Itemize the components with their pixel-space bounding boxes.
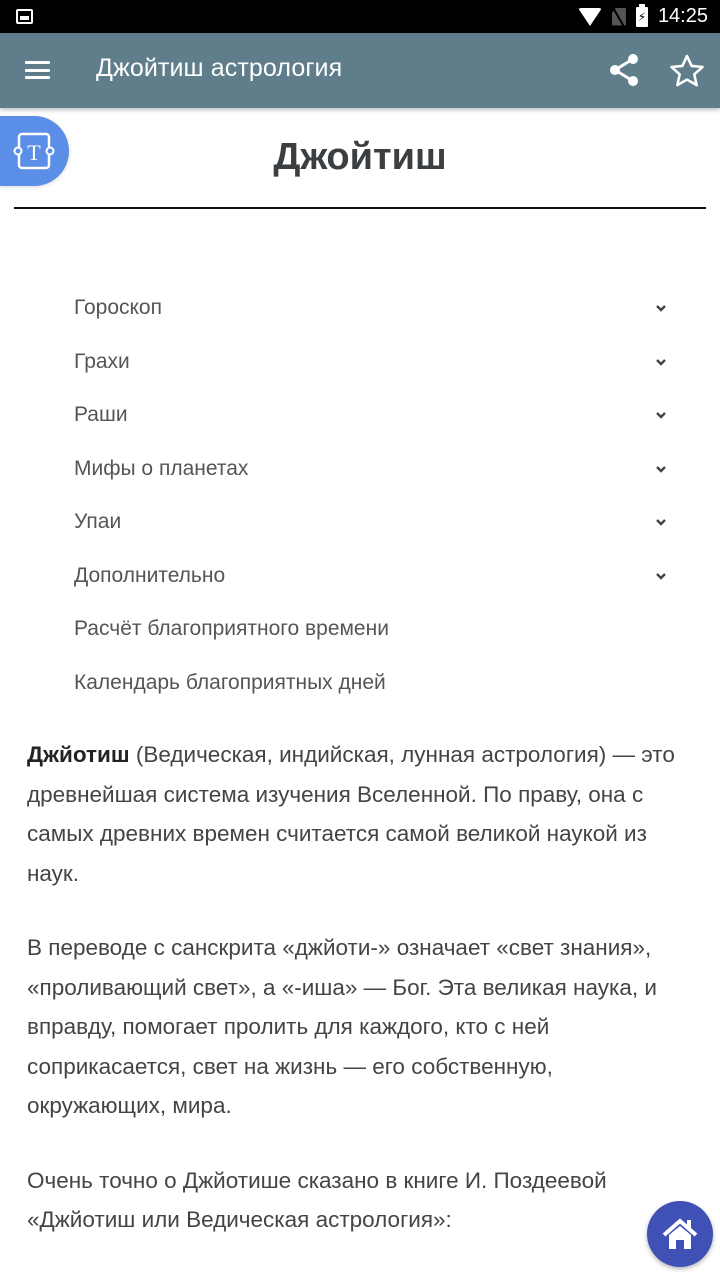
menu-item-label: Мифы о планетах: [74, 456, 249, 480]
article-body: [27, 735, 697, 1275]
svg-text:T: T: [27, 140, 41, 165]
menu-item-grahi[interactable]: [74, 336, 674, 390]
menu-item-label: Упаи: [74, 510, 122, 533]
menu-item-auspicious-calendar[interactable]: [74, 657, 674, 711]
battery-charging-icon: [636, 7, 648, 27]
article-paragraph-3: Очень точно о Джйотише сказано в книге И. Поздеевой «Джйотиш или Ведическая астрология»:: [27, 1167, 607, 1232]
menu-item-upai[interactable]: [74, 496, 674, 550]
no-sim-icon: [612, 8, 626, 26]
menu-item-planet-myths[interactable]: [74, 443, 674, 497]
home-icon: [660, 1214, 700, 1254]
menu-item-horoscope[interactable]: [74, 282, 674, 336]
hamburger-menu-icon[interactable]: [25, 61, 50, 79]
category-menu: [74, 282, 674, 710]
app-title: Джойтиш астрология: [96, 54, 343, 82]
menu-item-label: Гороскоп: [74, 296, 162, 319]
image-notification-icon: [16, 9, 33, 24]
article-paragraph-1: [27, 735, 697, 893]
chevron-down-icon: [656, 357, 666, 367]
article-text: (Ведическая, индийская, лунная астрология) — это древнейшая система изучения Вселенной. По праву, она с самых древних времен считается самой великой наукой из наук.: [27, 742, 675, 886]
chevron-down-icon: [656, 410, 666, 420]
home-button[interactable]: [647, 1201, 713, 1267]
star-outline-icon[interactable]: [668, 52, 706, 90]
article-term: Джйотиш: [27, 742, 130, 767]
wifi-icon: [578, 8, 602, 26]
title-divider: [14, 207, 706, 209]
chevron-down-icon: [656, 517, 666, 527]
menu-item-rashi[interactable]: [74, 389, 674, 443]
status-icons: [578, 0, 708, 33]
chevron-down-icon: [656, 571, 666, 581]
menu-item-label: Календарь благоприятных дней: [74, 670, 386, 694]
share-icon[interactable]: [606, 52, 642, 88]
menu-item-auspicious-time[interactable]: [74, 603, 674, 657]
menu-item-additional[interactable]: [74, 550, 674, 604]
page-title: Джойтиш: [273, 136, 447, 178]
chevron-down-icon: [656, 303, 666, 313]
menu-item-label: Раши: [74, 403, 128, 426]
app-bar: [0, 33, 720, 108]
menu-item-label: Грахи: [74, 349, 130, 373]
status-bar: [0, 0, 720, 33]
chevron-down-icon: [656, 464, 666, 474]
menu-item-label: Расчёт благоприятного времени: [74, 617, 389, 640]
menu-item-label: Дополнительно: [74, 563, 226, 587]
article-paragraph-2: В переводе с санскрита «джйоти-» означает «свет знания», «проливающий свет», а «-иша» — Бог. Эта великая наука, и вправду, помогает пролить для каждого, кто с ней соприкасается, свет на жизнь — его собственную, окружающих, мира.: [27, 935, 657, 1118]
clock: 14:25: [657, 5, 708, 27]
